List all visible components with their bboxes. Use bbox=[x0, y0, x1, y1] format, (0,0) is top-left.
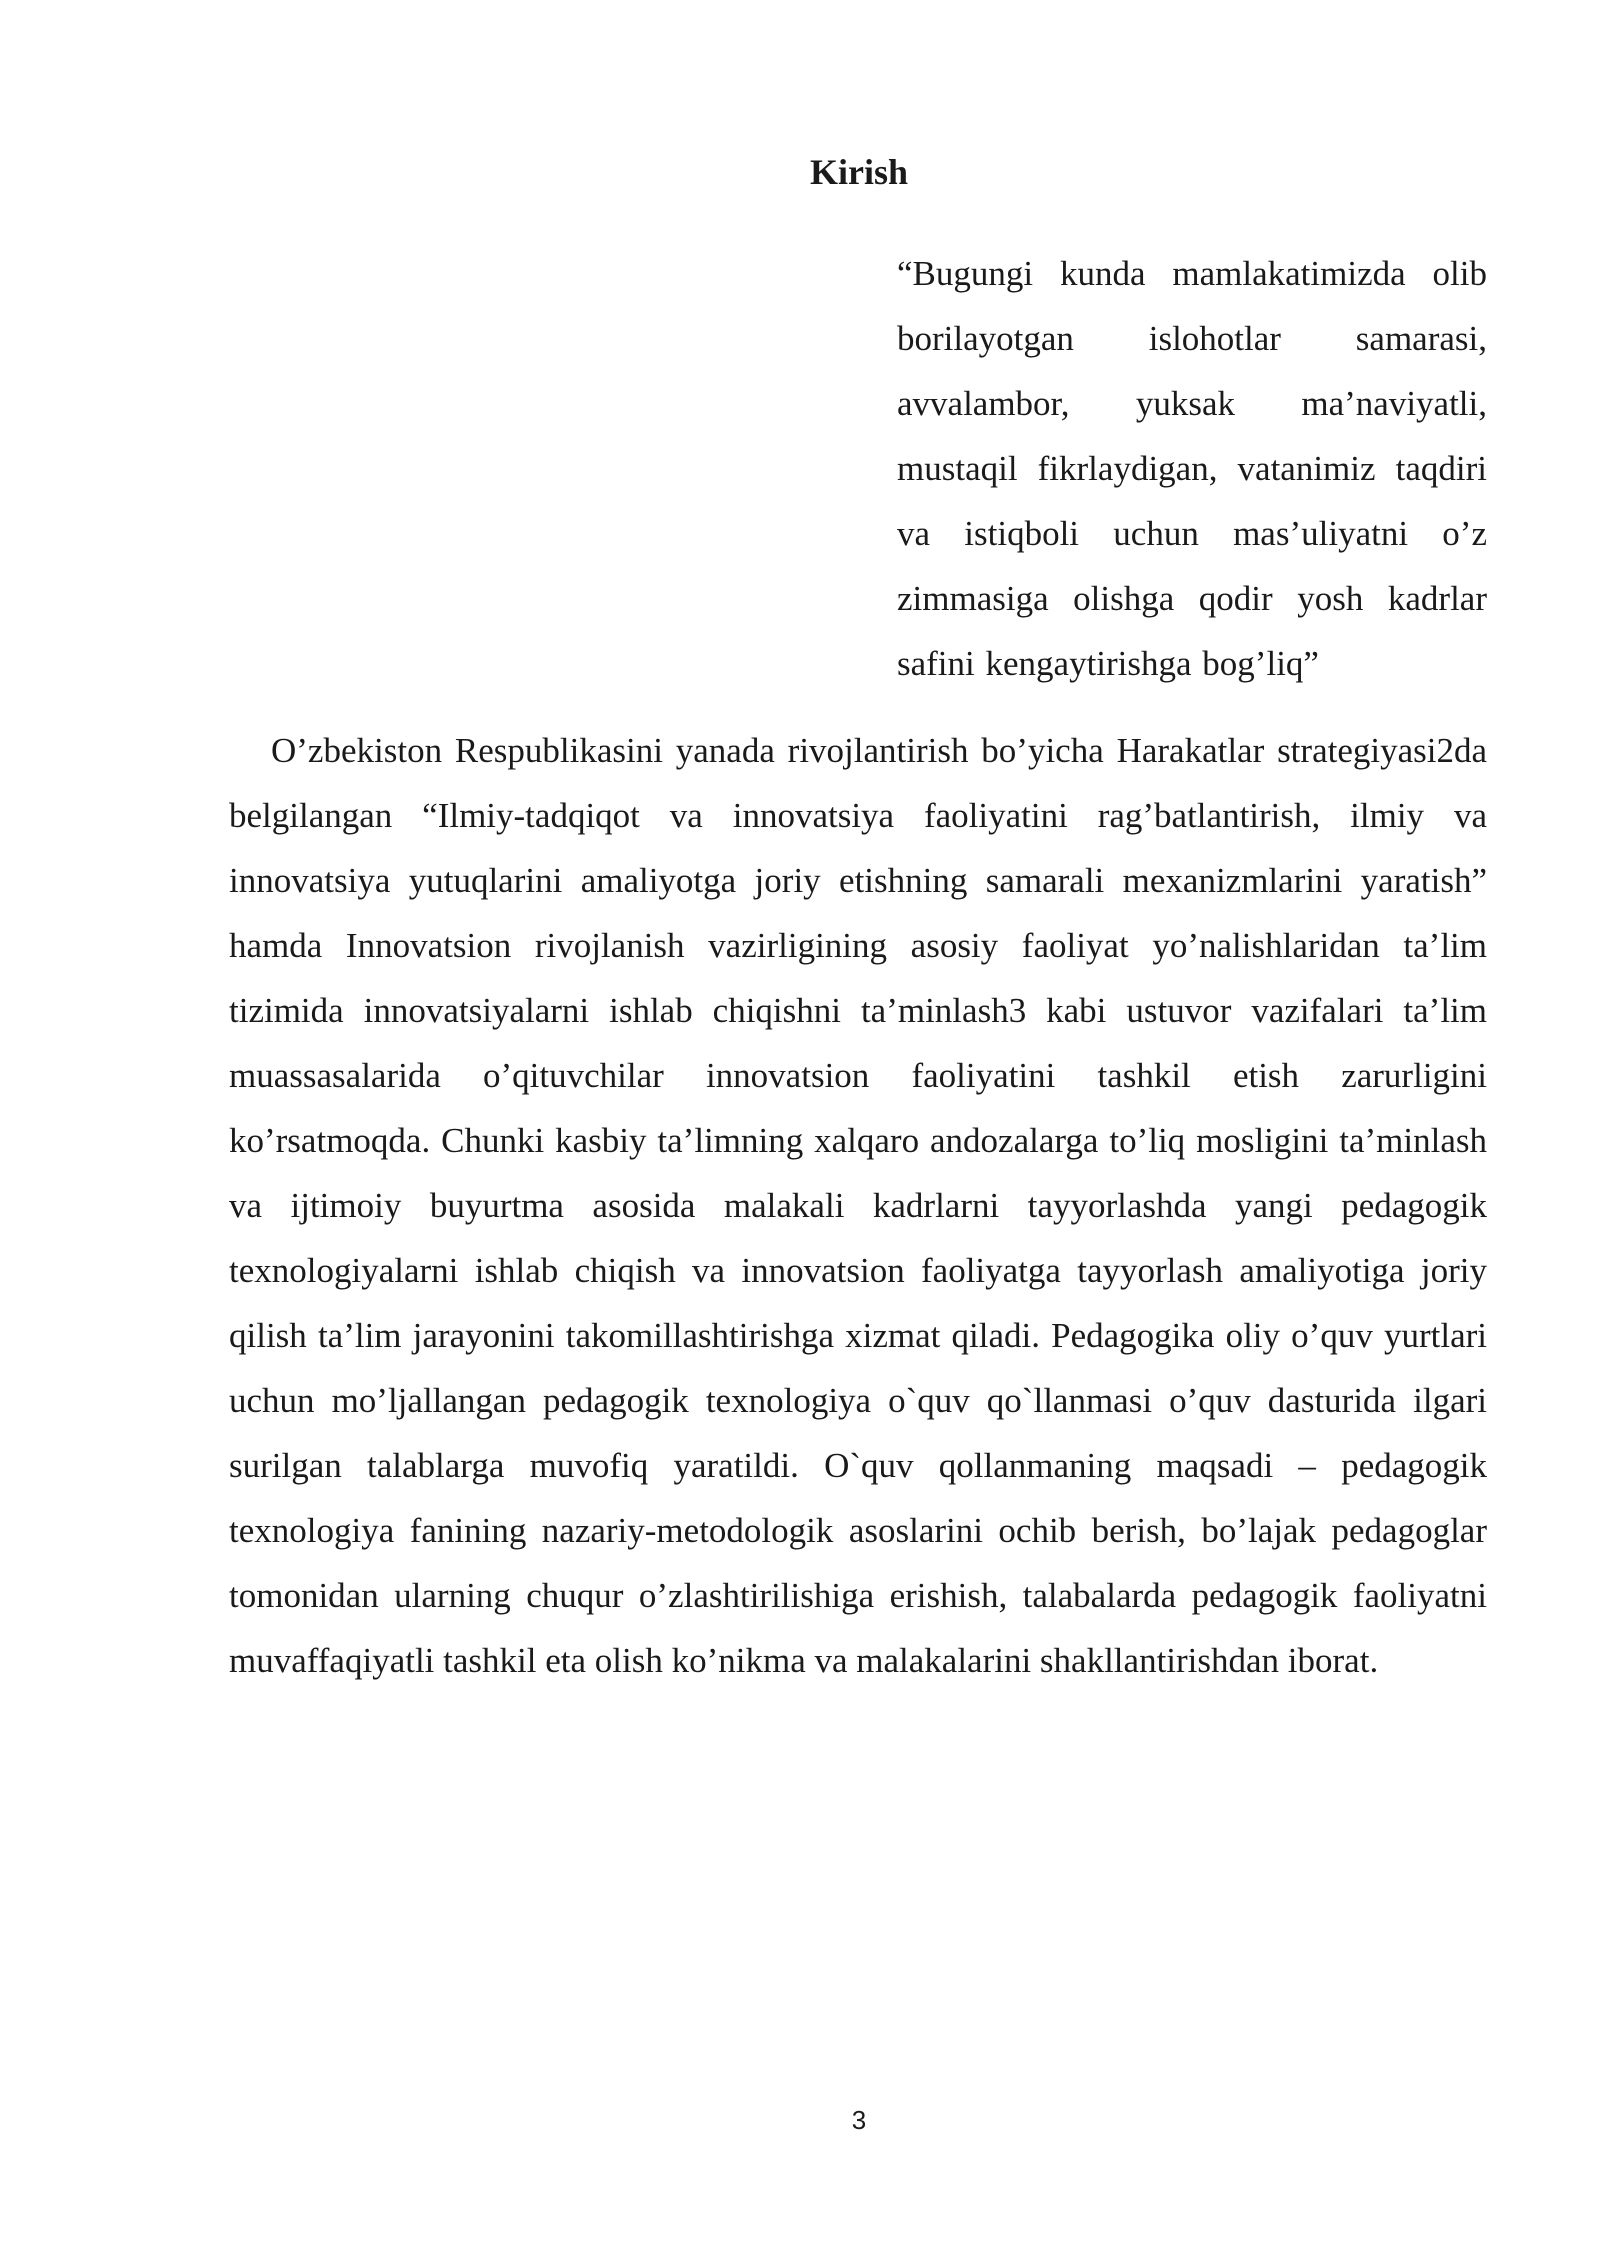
section-title: Kirish bbox=[809, 152, 908, 192]
page-number: 3 bbox=[851, 2105, 867, 2135]
epigraph-quote: “Bugungi kunda mamlakatimizda olib borilayotgan islohotlar samarasi, avvalambor, yuksak ma’naviyatli, mustaqil fikrlaydigan, vatanimiz taqdiri va istiqboli uchun mas’uliyatni o’z zimmasiga olishga qodir yosh kadrlar safini kengaytirishga bog’liq” bbox=[897, 254, 1487, 683]
body-paragraph: O’zbekiston Respublikasini yanada rivojlantirish bo’yicha Harakatlar strategiyasi2da belgilangan “Ilmiy-tadqiqot va innovatsiya faoliyatini rag’batlantirish, ilmiy va innovatsiya yutuqlarini amaliyotga joriy etishning samarali mexanizmlarini yaratish” hamda Innovatsion rivojlanish vazirligining asosiy faoliyat yo’nalishlaridan ta’lim tizimida innovatsiyalarni ishlab chiqishni ta’minlash3 kabi ustuvor vazifalari ta’lim muassasalarida o’qituvchilar innovatsion faoliyatini tashkil etish zarurligini ko’rsatmoqda. Chunki kasbiy ta’limning xalqaro andozalarga to’liq mosligini ta’minlash va ijtimoiy buyurtma asosida malakali kadrlarni tayyorlashda yangi pedagogik texnologiyalarni ishlab chiqish va innovatsion faoliyatga tayyorlash amaliyotiga joriy qilish ta’lim jarayonini takomillashtirishga xizmat qiladi. Pedagogika oliy o’quv yurtlari uchun mo’ljallangan pedagogik texnologiya o`quv qo`llanmasi o’quv dasturida ilgari surilgan talablarga muvofiq yaratildi. O`quv qollanmaning maqsadi – pedagogik texnologiya fanining nazariy-metodologik asoslarini ochib berish, bo’lajak pedagoglar tomonidan ularning chuqur o’zlashtirilishiga erishish, talabalarda pedagogik faoliyatni muvaffaqiyatli tashkil eta olish ko’nikma va malakalarini shakllantirishdan iborat. bbox=[229, 731, 1487, 1680]
